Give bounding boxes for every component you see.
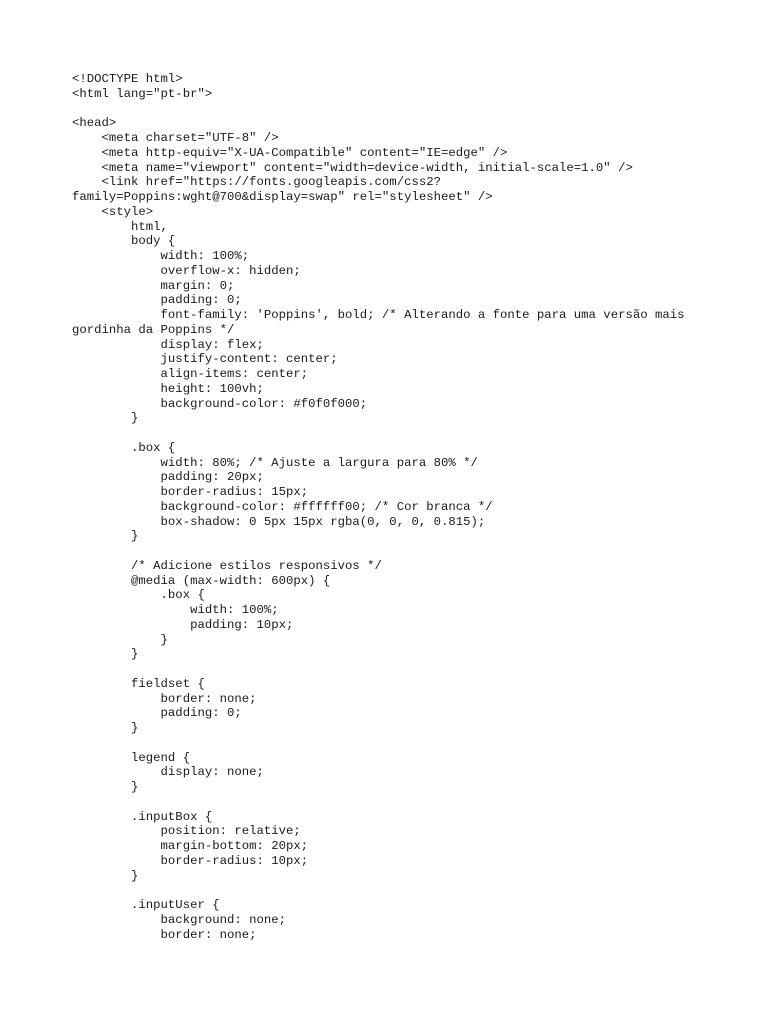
code-line: <link href="https://fonts.googleapis.com/css2? [72, 175, 441, 190]
code-line: } [72, 780, 139, 794]
code-line [72, 426, 762, 441]
code-line: <head> [72, 116, 117, 131]
code-line: border: none; [72, 691, 257, 706]
code-line: width: 100%; [72, 603, 279, 617]
code-line: } [72, 529, 139, 544]
code-line: .inputBox { [72, 809, 213, 824]
code-line: display: none; [72, 765, 264, 780]
code-line: <meta charset="UTF-8" /> [72, 131, 279, 145]
code-line: align-items: center; [72, 367, 309, 381]
code-line: margin: 0; [72, 278, 235, 293]
code-line: border-radius: 10px; [72, 853, 309, 868]
code-line: height: 100vh; [72, 381, 264, 396]
code-line: padding: 10px; [72, 617, 294, 632]
code-line: <!DOCTYPE html> [72, 72, 183, 86]
code-line [72, 795, 762, 810]
code-line: justify-content: center; [72, 352, 338, 367]
code-line: padding: 20px; [72, 470, 264, 485]
code-line: box-shadow: 0 5px 15px rgba(0, 0, 0, 0.815); [72, 514, 486, 529]
code-line: font-family: 'Poppins', bold; /* Alterando a fonte para uma versão mais [72, 308, 685, 322]
code-line: <meta name="viewport" content="width=device-width, initial-scale=1.0" /> [72, 160, 633, 175]
code-line: } [72, 868, 139, 883]
code-line: padding: 0; [72, 293, 242, 308]
code-line: <html lang="pt-br"> [72, 86, 213, 101]
code-line: .box { [72, 440, 176, 455]
code-line: gordinha da Poppins */ [72, 322, 235, 337]
code-line: background-color: #f0f0f000; [72, 396, 368, 411]
code-line: /* Adicione estilos responsivos */ [72, 558, 382, 573]
code-line: family=Poppins:wght@700&display=swap" rel="stylesheet" /> [72, 190, 493, 204]
code-line: } [72, 632, 168, 647]
code-line: html, [72, 219, 168, 234]
code-line: position: relative; [72, 824, 301, 839]
code-line [72, 662, 762, 677]
code-line: border-radius: 15px; [72, 485, 309, 499]
code-line: fieldset { [72, 676, 205, 691]
code-line: padding: 0; [72, 706, 242, 721]
code-line [72, 544, 762, 559]
code-line [72, 102, 762, 117]
code-listing [72, 72, 762, 942]
code-line: body { [72, 234, 176, 249]
code-line: } [72, 721, 139, 735]
code-line: } [72, 647, 139, 662]
code-line: display: flex; [72, 337, 264, 352]
code-line: border: none; [72, 927, 257, 942]
code-line: background-color: #ffffff00; /* Cor branca */ [72, 499, 493, 514]
code-line: <meta http-equiv="X-UA-Compatible" content="IE=edge" /> [72, 145, 508, 160]
code-line: width: 80%; /* Ajuste a largura para 80% */ [72, 455, 478, 470]
code-line: <style> [72, 204, 154, 219]
code-line: width: 100%; [72, 249, 250, 263]
code-line: background: none; [72, 912, 287, 927]
code-line: .box { [72, 588, 205, 603]
code-line [72, 883, 762, 898]
code-line: .inputUser { [72, 898, 220, 912]
code-line [72, 736, 762, 751]
code-line: margin-bottom: 20px; [72, 839, 309, 853]
code-line: @media (max-width: 600px) { [72, 573, 331, 588]
code-line: legend { [72, 750, 191, 765]
code-line: } [72, 411, 139, 426]
code-line: overflow-x: hidden; [72, 263, 301, 278]
